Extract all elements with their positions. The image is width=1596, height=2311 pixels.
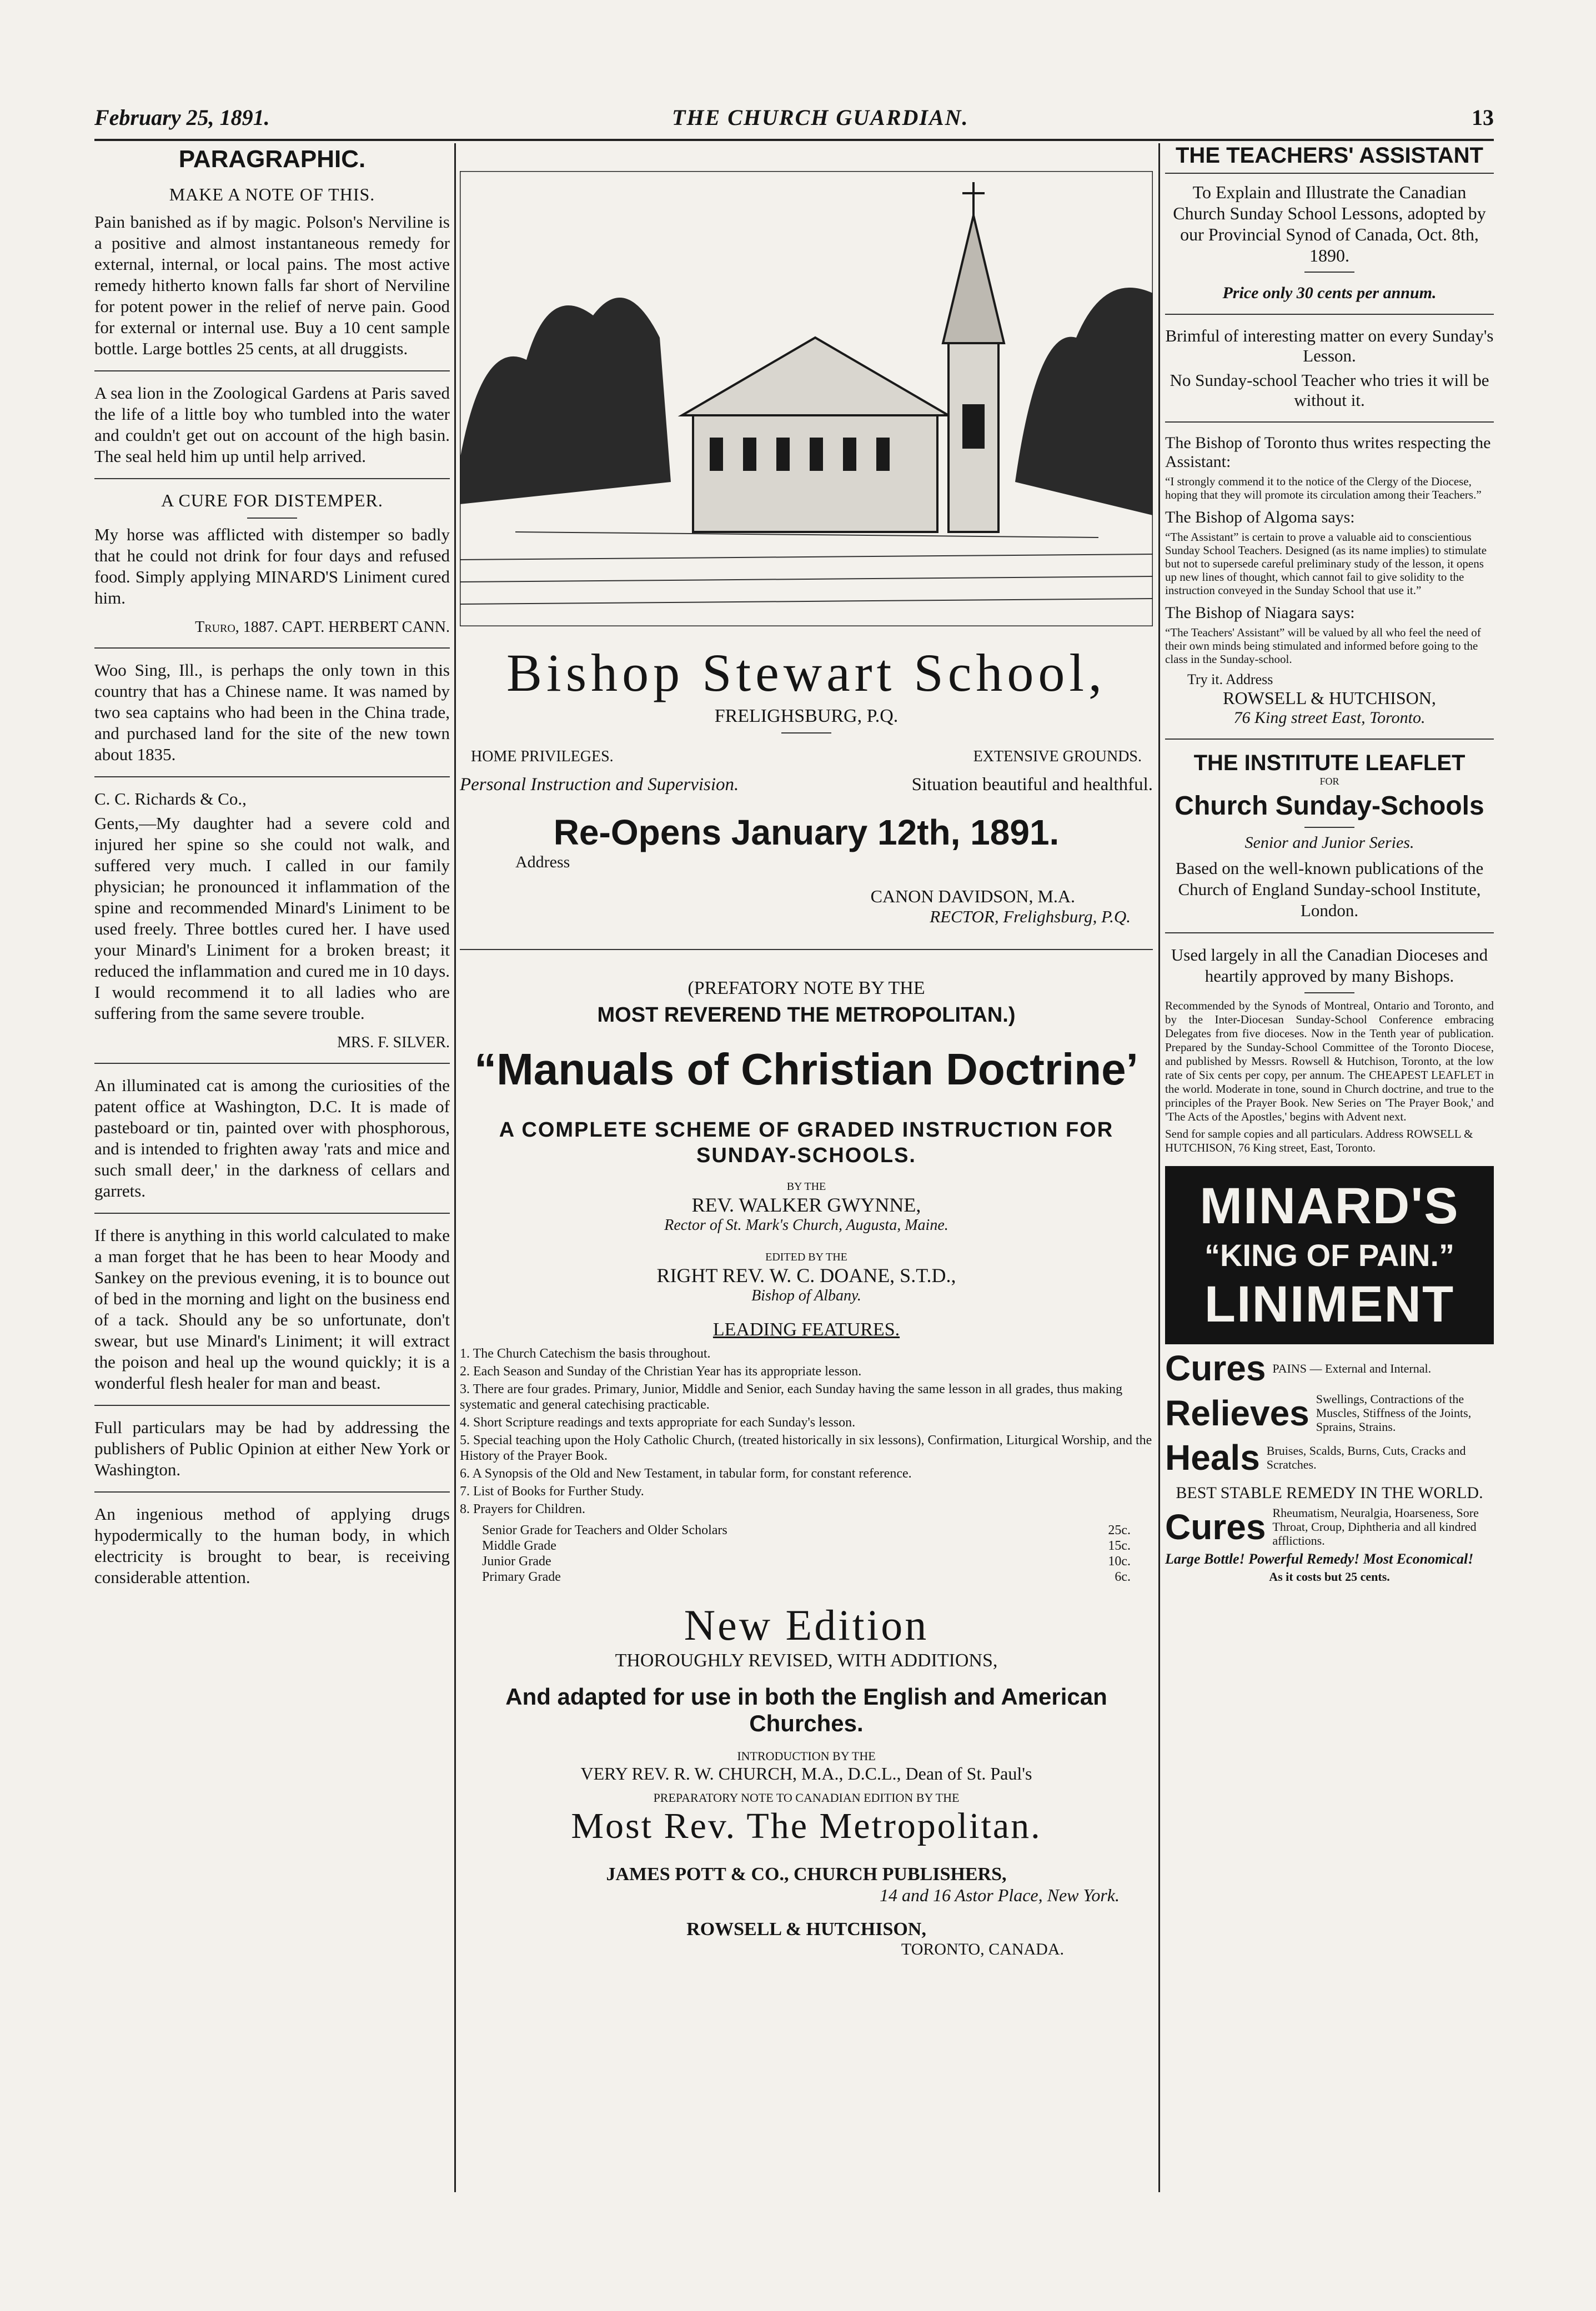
divider bbox=[94, 647, 450, 649]
teachers-assistant-title: THE TEACHERS' ASSISTANT bbox=[1176, 143, 1483, 168]
divider bbox=[94, 370, 450, 371]
letter-salutation: C. C. Richards & Co., bbox=[94, 789, 247, 808]
signature: MRS. F. SILVER. bbox=[337, 1034, 450, 1051]
divider bbox=[781, 732, 831, 734]
divider bbox=[1304, 827, 1354, 828]
divider bbox=[94, 1213, 450, 1214]
school-contact-title: RECTOR, Frelighsburg, P.Q. bbox=[930, 907, 1131, 926]
preparatory-note: PREPARATORY NOTE TO CANADIAN EDITION BY THE bbox=[653, 1791, 960, 1805]
metropolitan-note: MOST REVEREND THE METROPOLITAN.) bbox=[597, 1003, 1016, 1027]
situation-note: Situation beautiful and healthful. bbox=[911, 775, 1153, 795]
ad-row bbox=[1165, 1348, 1494, 1389]
divider bbox=[1165, 173, 1494, 174]
divider bbox=[1304, 272, 1354, 273]
list-item: 2. Each Season and Sunday of the Christian Year has its appropriate lesson. bbox=[460, 1364, 862, 1379]
agent-city: TORONTO, CANADA. bbox=[901, 1940, 1064, 1958]
ta-niagara-quote: “The Teachers' Assistant” will be valued by all who feel the need of their own minds being stimulated and informed before going to the class in the Sunday-school. bbox=[1165, 626, 1481, 666]
il-church-sunday-schools: Church Sunday-Schools bbox=[1175, 791, 1484, 821]
ta-price: Price only 30 cents per annum. bbox=[1222, 284, 1437, 302]
article-body: An ingenious method of applying drugs hypodermically to the human body, in which electricity is brought to bear, is receiving considerable attention. bbox=[94, 1504, 450, 1587]
article-title: MAKE A NOTE OF THIS. bbox=[169, 184, 375, 204]
ta-brimful: Brimful of interesting matter on every Sunday's Lesson. bbox=[1165, 326, 1494, 365]
best-stable-remedy: BEST STABLE REMEDY IN THE WORLD. bbox=[1176, 1484, 1483, 1502]
list-item: 3. There are four grades. Primary, Junior, Middle and Senior, each Sunday having the same lesson in all grades, thus making systematic and general catechising practicable. bbox=[460, 1382, 1123, 1412]
divider bbox=[1165, 314, 1494, 315]
il-for-label: FOR bbox=[1319, 776, 1339, 787]
school-name: Bishop Stewart School, bbox=[506, 643, 1106, 702]
leading-features-title: LEADING FEATURES. bbox=[712, 1319, 900, 1340]
list-item: 8. Prayers for Children. bbox=[460, 1502, 585, 1516]
article-body: Full particulars may be had by addressing the publishers of Public Opinion at either New York or Washington. bbox=[94, 1418, 450, 1479]
list-item: 1. The Church Catechism the basis throughout. bbox=[460, 1347, 711, 1361]
reopens-date: Re-Opens January 12th, 1891. bbox=[553, 812, 1060, 852]
column-advertisements bbox=[460, 143, 1153, 1959]
column-right-ads bbox=[1165, 143, 1494, 1584]
school-contact: CANON DAVIDSON, M.A. bbox=[870, 886, 1075, 906]
author-title: Rector of St. Mark's Church, Augusta, Maine. bbox=[664, 1217, 948, 1234]
instruction-note: Personal Instruction and Supervision. bbox=[460, 775, 739, 795]
ad-row bbox=[1165, 1437, 1494, 1478]
article-body: An illuminated cat is among the curiosities of the patent office at Washington, D.C. It is made of pasteboard or tin, painted over with phosphorous, and is intended to frighten away 'rats and mice and such small deer,' in the darkness of cellars and garrets. bbox=[94, 1076, 450, 1200]
features-list bbox=[460, 1346, 1153, 1517]
article-body: Gents,—My daughter had a severe cold and injured her spine so she could not walk, and suffered very much. I called in our family physician; he pronounced it inflammation of the spine and recommended Minard's Liniment to be used freely. Three bottles cured her. I have used your Minard's Liniment for a broken breast; it reduced the inflammation and cured me in 10 days. I would recommend it to all ladies who are suffering from the same severe trouble. bbox=[94, 813, 450, 1023]
minard-liniment: LINIMENT bbox=[1204, 1276, 1455, 1333]
divider bbox=[94, 1491, 450, 1493]
edited-label: EDITED BY THE bbox=[765, 1251, 847, 1263]
ta-address-name: ROWSELL & HUTCHISON, bbox=[1223, 688, 1436, 708]
ta-address-street: 76 King street East, Toronto. bbox=[1233, 709, 1426, 727]
divider bbox=[460, 949, 1153, 950]
ta-description: To Explain and Illustrate the Canadian Church Sunday School Lessons, adopted by our Provincial Synod of Canada, Oct. 8th, 1890. bbox=[1173, 182, 1486, 265]
feature-home-privileges: HOME PRIVILEGES. bbox=[471, 748, 614, 765]
ad-row bbox=[1165, 1392, 1494, 1434]
publisher: JAMES POTT & CO., CHURCH PUBLISHERS, bbox=[606, 1864, 1007, 1885]
divider bbox=[247, 518, 297, 519]
ta-bishop-niagara: The Bishop of Niagara says: bbox=[1165, 604, 1355, 622]
il-based: Based on the well-known publications of the Church of England Sunday-school Institute, London. bbox=[1175, 858, 1484, 920]
by-label: BY THE bbox=[786, 1180, 826, 1193]
school-location: FRELIGHSBURG, P.Q. bbox=[714, 706, 899, 726]
new-edition: New Edition bbox=[684, 1601, 929, 1649]
price-row: Junior Grade 10c. bbox=[482, 1554, 1131, 1569]
il-send: Send for sample copies and all particulars. Address ROWSELL & HUTCHISON, 76 King street, East, Toronto. bbox=[1165, 1127, 1473, 1154]
article-body: A sea lion in the Zoological Gardens at Paris saved the life of a little boy who tumbled into the water and couldn't get out on account of the high basin. The seal held him up until help arrived. bbox=[94, 383, 450, 466]
minard-slogan: “KING OF PAIN.” bbox=[1204, 1238, 1455, 1273]
cures-word: Cures bbox=[1165, 1506, 1266, 1547]
agent: ROWSELL & HUTCHISON, bbox=[686, 1919, 926, 1940]
newspaper-title: THE CHURCH GUARDIAN. bbox=[672, 105, 969, 130]
list-item: 4. Short Scripture readings and texts appropriate for each Sunday's lesson. bbox=[460, 1415, 856, 1430]
il-used: Used largely in all the Canadian Dioceses and heartily approved by many Bishops. bbox=[1171, 945, 1488, 986]
relieves-word: Relieves bbox=[1165, 1393, 1309, 1433]
revised-note: THOROUGHLY REVISED, WITH ADDITIONS, bbox=[615, 1650, 998, 1671]
editor-title: Bishop of Albany. bbox=[751, 1287, 861, 1304]
manuals-scheme: A COMPLETE SCHEME OF GRADED INSTRUCTION FOR SUNDAY-SCHOOLS. bbox=[499, 1118, 1114, 1167]
relieves-desc: Swellings, Contractions of the Muscles, Stiffness of the Joints, Sprains, Strains. bbox=[1316, 1392, 1472, 1434]
feature-extensive-grounds: EXTENSIVE GROUNDS. bbox=[973, 748, 1142, 765]
signature: Truro, 1887. CAPT. HERBERT CANN. bbox=[195, 619, 450, 636]
divider bbox=[1304, 992, 1354, 993]
ta-try-it: Try it. Address bbox=[1187, 671, 1273, 687]
ta-algoma-quote: “The Assistant” is certain to prove a valuable aid to conscientious Sunday School Teachers. Designed (as its name implies) to stimulate but not to supersede careful preliminary study of the lesson, it opens up new lines of thought, which cannot fail to give solidity to the instruction conveyed in the Sunday School that use it.” bbox=[1165, 530, 1487, 597]
divider bbox=[94, 478, 450, 479]
article-body: Woo Sing, Ill., is perhaps the only town in this country that has a Chinese name. It was named by two sea captains who had been in the China trade, and purchased land for the site of the new town about 1835. bbox=[94, 660, 450, 764]
article-body: If there is anything in this world calculated to make a man forget that he has been to hear Moody and Sankey on the previous evening, it is to bounce out of bed in the morning and light on the business end of a tack. Should any be so unfortunate, don't swear, but use Minard's Liniment; it will extract the poison and heal up the wound quickly; it is a wonderful flesh healer for man and beast. bbox=[94, 1225, 450, 1393]
article-title: A CURE FOR DISTEMPER. bbox=[161, 490, 383, 510]
il-details: Recommended by the Synods of Montreal, Ontario and Toronto, and by the Inter-Diocesan Sunday-School Conference embracing Delegates from five dioceses. Now in the Tenth year of publication. Prepared by the Sunday-School Committee of the Toronto Diocese, and published by Messrs. Rowsell & Hutchison, Toronto, at the low rate of Six cents per copy, per annum. The CHEAPEST LEAFLET in the world. Moderate in tone, sound in Church doctrine, and true to the principles of the Prayer Book. New Series on 'The Prayer Book,' and 'The Acts of the Apostles,' begins with Advent next. bbox=[1165, 999, 1494, 1123]
minards-liniment-ad bbox=[1165, 1166, 1494, 1344]
heals-word: Heals bbox=[1165, 1438, 1260, 1478]
issue-date: February 25, 1891. bbox=[94, 105, 270, 130]
costs-note: As it costs but 25 cents. bbox=[1269, 1570, 1390, 1584]
introduction-label: INTRODUCTION BY THE bbox=[737, 1749, 876, 1763]
heals-desc: Bruises, Scalds, Burns, Cuts, Cracks and Scratches. bbox=[1266, 1444, 1466, 1471]
church-engraving-image bbox=[460, 171, 1153, 626]
ta-bishop-algoma: The Bishop of Algoma says: bbox=[1165, 508, 1355, 526]
column-rule-left bbox=[454, 143, 456, 2192]
adapted-note: And adapted for use in both the English and American Churches. bbox=[505, 1684, 1107, 1736]
masthead bbox=[94, 104, 1494, 138]
column-rule-right bbox=[1158, 143, 1160, 2192]
introduction-name: VERY REV. R. W. CHURCH, M.A., D.C.L., Dean of St. Paul's bbox=[580, 1764, 1032, 1784]
cures-desc: Rheumatism, Neuralgia, Hoarseness, Sore Throat, Croup, Diphtheria and all kindred afflictions. bbox=[1272, 1506, 1479, 1548]
manuals-editor: RIGHT REV. W. C. DOANE, S.T.D., bbox=[656, 1264, 956, 1287]
cures-desc: PAINS — External and Internal. bbox=[1272, 1361, 1432, 1375]
minard-brand: MINARD'S bbox=[1199, 1178, 1459, 1234]
ta-no-teacher: No Sunday-school Teacher who tries it will be without it. bbox=[1170, 370, 1489, 410]
column-paragraphic bbox=[94, 143, 450, 1598]
list-item: 5. Special teaching upon the Holy Catholic Church, (treated historically in six lessons), Confirmation, Liturgical Worship, and the History of the Prayer Book. bbox=[460, 1433, 1152, 1463]
il-series: Senior and Junior Series. bbox=[1244, 833, 1414, 852]
school-details bbox=[460, 775, 1153, 795]
school-features bbox=[471, 748, 1142, 766]
publisher-address: 14 and 16 Astor Place, New York. bbox=[879, 1885, 1120, 1905]
divider bbox=[94, 776, 450, 777]
cures-word: Cures bbox=[1165, 1348, 1266, 1388]
institute-leaflet-title: THE INSTITUTE LEAFLET bbox=[1193, 751, 1465, 775]
price-row: Senior Grade for Teachers and Older Scholars 25c. bbox=[482, 1523, 1131, 1538]
manuals-title: “Manuals of Christian Doctrine’ bbox=[474, 1044, 1138, 1094]
divider bbox=[94, 1063, 450, 1064]
most-rev-metropolitan: Most Rev. The Metropolitan. bbox=[571, 1806, 1042, 1846]
page-number: 13 bbox=[1472, 105, 1494, 130]
price-row: Primary Grade 6c. bbox=[482, 1570, 1131, 1584]
prefatory-note: (PREFATORY NOTE BY THE bbox=[687, 978, 925, 998]
large-bottle: Large Bottle! Powerful Remedy! Most Economical! bbox=[1165, 1551, 1474, 1567]
divider bbox=[1165, 932, 1494, 933]
divider bbox=[1165, 421, 1494, 423]
ta-bishop-toronto: The Bishop of Toronto thus writes respecting the Assistant: bbox=[1165, 434, 1491, 471]
divider bbox=[1165, 738, 1494, 740]
masthead-rule bbox=[94, 139, 1494, 141]
divider bbox=[94, 1405, 450, 1406]
article-body: My horse was afflicted with distemper so badly that he could not drink for four days and refused food. Simply applying MINARD'S Liniment cured him. bbox=[94, 525, 450, 607]
article-body: Pain banished as if by magic. Polson's Nerviline is a positive and almost instantaneous remedy for external, internal, or local pains. The most active remedy hitherto known falls far short of Nerviline for potent power in the relief of nerve pain. Good for external or internal use. Buy a 10 cent sample bottle. Large bottles 25 cents, at all druggists. bbox=[94, 212, 450, 358]
paragraphic-heading: PARAGRAPHIC. bbox=[178, 145, 366, 173]
list-item: 7. List of Books for Further Study. bbox=[460, 1484, 644, 1499]
price-row: Middle Grade 15c. bbox=[482, 1539, 1131, 1553]
ad-row bbox=[1165, 1506, 1494, 1548]
manuals-author: REV. WALKER GWYNNE, bbox=[691, 1194, 921, 1216]
list-item: 6. A Synopsis of the Old and New Testament, in tabular form, for constant reference. bbox=[460, 1466, 912, 1481]
address-label: Address bbox=[515, 853, 570, 871]
ta-toronto-quote: “I strongly commend it to the notice of the Clergy of the Diocese, hoping that they will promote its circulation among their Teachers.” bbox=[1165, 475, 1482, 501]
price-list bbox=[482, 1523, 1131, 1585]
